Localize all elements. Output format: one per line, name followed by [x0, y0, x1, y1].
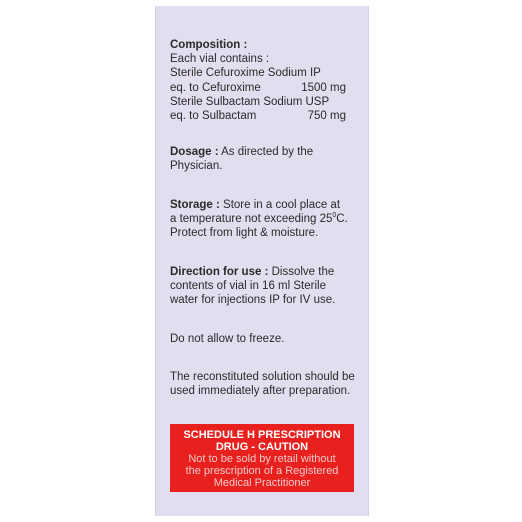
reconstituted-section	[170, 370, 356, 398]
dosage-heading: Dosage :	[170, 146, 219, 158]
schedule-h-warning-box	[170, 424, 354, 492]
freeze-section	[170, 332, 356, 346]
direction-text: water for injections IP for IV use.	[170, 294, 336, 307]
dosage-section	[170, 145, 356, 173]
composition-line: Each vial contains :	[170, 53, 270, 66]
warning-text: the prescription of a Registered	[185, 465, 339, 477]
direction-section	[170, 265, 356, 308]
storage-section	[170, 198, 356, 241]
cefuroxime-label: eq. to Cefuroxime	[170, 81, 261, 94]
storage-text: Protect from light & moisture.	[170, 227, 319, 240]
warning-text: Medical Practitioner	[213, 477, 311, 489]
warning-title: SCHEDULE H PRESCRIPTION	[183, 429, 341, 441]
composition-line: Sterile Cefuroxime Sodium IP	[170, 67, 321, 80]
degree-mark: 0	[332, 212, 337, 220]
reconstituted-text: used immediately after preparation.	[170, 385, 351, 398]
composition-dose-row	[170, 81, 346, 95]
warning-subtitle: DRUG - CAUTION	[215, 441, 309, 453]
composition-heading: Composition :	[170, 39, 248, 51]
composition-dose-row	[170, 109, 346, 123]
storage-temperature	[170, 212, 356, 226]
cefuroxime-amount: 1500 mg	[301, 81, 346, 94]
sulbactam-amount: 750 mg	[307, 110, 346, 123]
composition-section	[170, 38, 356, 123]
reconstituted-text: The reconstituted solution should be	[170, 371, 355, 383]
storage-text: Store in a cool place at	[219, 199, 341, 211]
storage-text: a temperature not exceeding 25	[170, 213, 333, 226]
storage-heading: Storage :	[170, 199, 220, 211]
warning-text: Not to be sold by retail without	[188, 453, 336, 465]
sulbactam-label: eq. to Sulbactam	[170, 110, 257, 123]
dosage-text: As directed by the	[218, 146, 314, 158]
composition-line: Sterile Sulbactam Sodium USP	[170, 95, 330, 108]
storage-text: C.	[336, 213, 348, 226]
direction-text: contents of vial in 16 ml Sterile	[170, 280, 326, 293]
dosage-text: Physician.	[170, 160, 223, 173]
freeze-text: Do not allow to freeze.	[170, 333, 285, 345]
direction-heading: Direction for use :	[170, 266, 269, 278]
direction-text: Dissolve the	[268, 266, 335, 278]
